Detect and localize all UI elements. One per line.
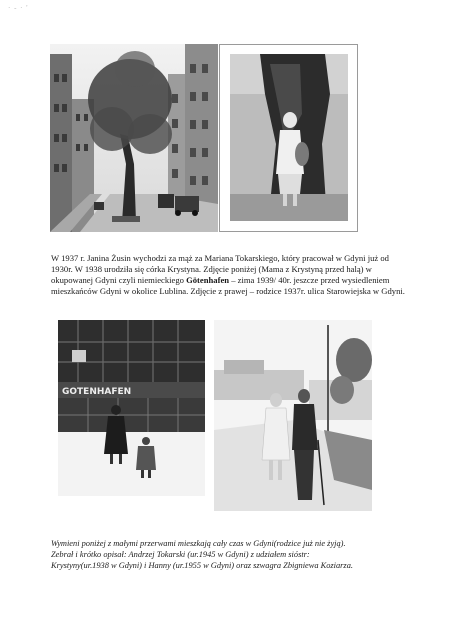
body-text-part2: – zima 1939/ 40r. jeszcze przed wysiedleniem mieszkańców Gdyni w okolice Lublina. Zdjęcie z prawej – rodzice 1937r. ulica Starowiejska w Gdyni. xyxy=(51,275,405,296)
gotenhafen-station-photo-icon xyxy=(58,320,205,496)
tree-portrait-photo xyxy=(230,54,348,221)
street-tree-photo xyxy=(50,44,218,232)
gotenhafen-photo xyxy=(58,320,205,496)
caption-line-3: Krystyny(ur.1938 w Gdyni) i Hanny (ur.1955 w Gdyni) oraz szwagra Zbigniewa Koziarza. xyxy=(51,561,353,571)
caption-line-2: Zebrał i krótko opisał: Andrzej Tokarski (ur.1945 w Gdyni) z udziałem sióstr: xyxy=(51,550,310,560)
tree-portrait-photo-icon xyxy=(230,54,348,221)
street-photo-icon xyxy=(50,44,218,232)
couple-walking-photo-icon xyxy=(214,320,372,511)
body-text-bold: Götenhafen xyxy=(186,275,230,285)
body-paragraph xyxy=(51,253,411,297)
gotenhafen-sign: GOTENHAFEN xyxy=(62,387,132,397)
scan-mark: · - · ' xyxy=(8,4,29,12)
caption-line-1: Wymieni poniżej z małymi przerwami mieszkają cały czas w Gdyni(rodzice już nie żyją). xyxy=(51,539,346,548)
credits-caption xyxy=(51,538,411,572)
couple-photo xyxy=(214,320,372,511)
tree-portrait-frame xyxy=(219,44,358,232)
body-text-part1: W 1937 r. Janina Żusin wychodzi za mąż za Mariana Tokarskiego, który pracował w Gdyni już od 1930r. W 1938 urodziła się córka Krystyna. Zdjęcie poniżej (Mama z Krystyną przed halą) w okupowanej Gdyni czyli niemieckiego xyxy=(51,253,389,285)
